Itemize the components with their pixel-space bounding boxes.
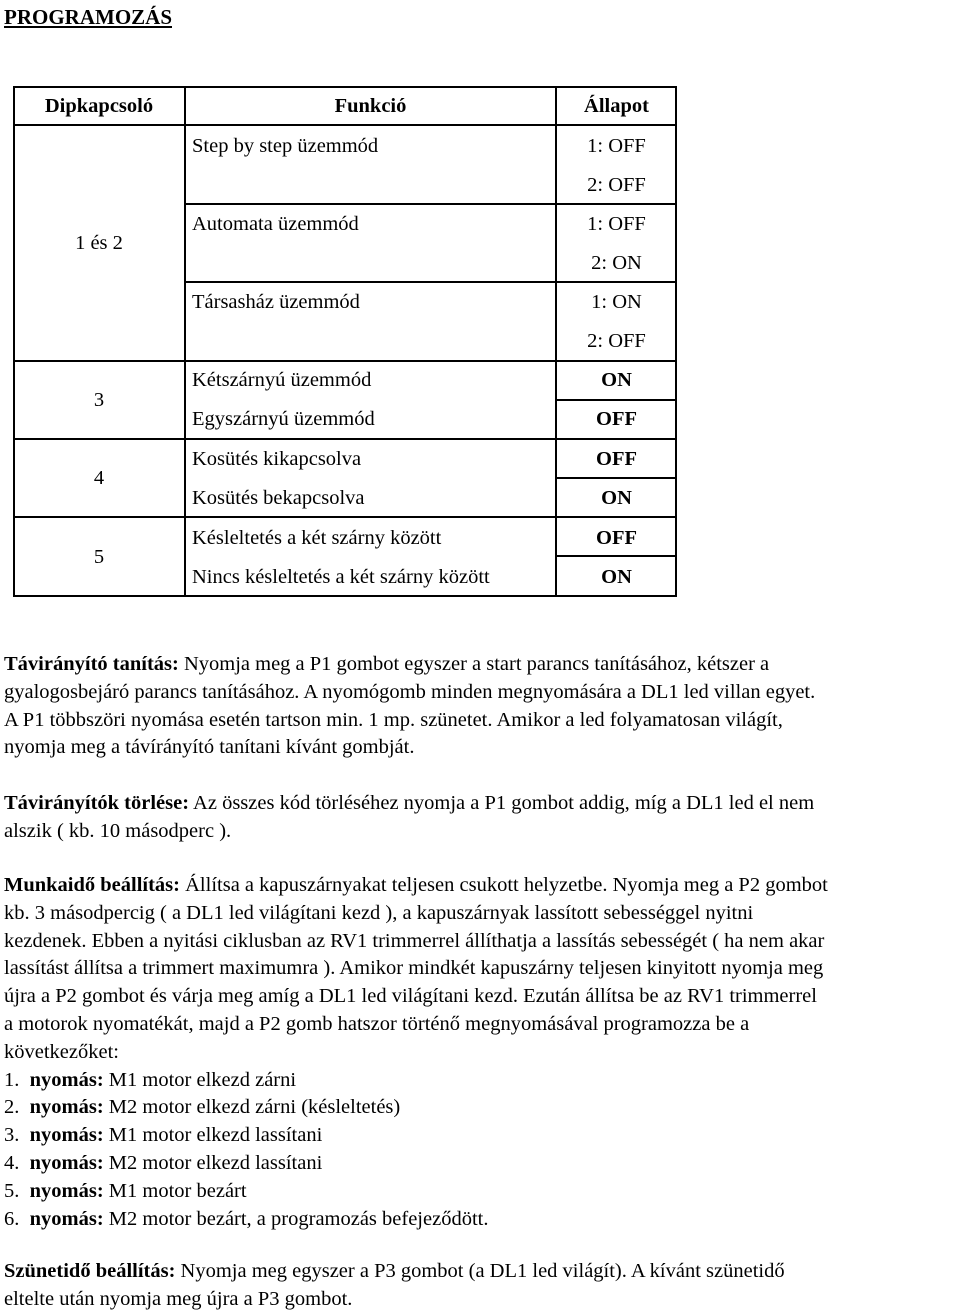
function-ketszarnyu: Kétszárnyú üzemmód — [192, 368, 372, 391]
section-pause-time — [4, 1258, 785, 1314]
step-item: 4. nyomás: M2 motor elkezd lassítani — [4, 1151, 323, 1174]
switch-3: 3 — [93, 388, 105, 411]
paragraph-line: Nyomja meg a P1 gombot egyszer a start parancs tanításához, kétszer a — [178, 653, 770, 675]
function-kosutes-ki: Kosütés kikapcsolva — [192, 447, 362, 470]
state-cell: 1: OFF — [587, 134, 646, 157]
state-cell: OFF — [596, 447, 637, 470]
paragraph-line: eltelte után nyomja meg újra a P3 gombot. — [4, 1287, 353, 1310]
function-tarsashaz: Társasház üzemmód — [192, 290, 360, 313]
state-cell: 1: ON — [591, 290, 642, 313]
state-cell: 2: ON — [591, 251, 642, 274]
paragraph-line: a motorok nyomatékát, majd a P2 gomb hatszor történő megnyomásával programozza be a — [4, 1012, 750, 1035]
paragraph-line: Az összes kód törléséhez nyomja a P1 gombot addig, míg a DL1 led el nem — [189, 792, 815, 814]
state-cell: 2: OFF — [587, 173, 646, 196]
state-cell: ON — [601, 565, 632, 588]
paragraph-line: kb. 3 másodpercig ( a DL1 led világítani kezd ), a kapuszárnyak lassított sebességgel nyitni — [4, 901, 754, 924]
paragraph-line: újra a P2 gombot és várja meg amíg a DL1 led világítani kezd. Ezután állítsa be az RV1 trimmerrel — [4, 985, 817, 1008]
section-label: Munkaidő beállítás: — [4, 874, 180, 896]
switch-1-2: 1 és 2 — [75, 231, 123, 254]
function-kesleltetes: Késleltetés a két szárny között — [192, 526, 442, 549]
switch-5: 5 — [93, 545, 105, 568]
function-step-by-step: Step by step üzemmód — [192, 134, 379, 157]
function-egyszarnyu: Egyszárnyú üzemmód — [192, 407, 375, 430]
paragraph-line: következőket: — [4, 1040, 119, 1063]
step-item: 6. nyomás: M2 motor bezárt, a programozás befejeződött. — [4, 1207, 489, 1230]
state-cell: OFF — [596, 407, 637, 430]
paragraph-line: gyalogosbejáró parancs tanításához. A nyomógomb minden megnyomására a DL1 led villan egyet. — [4, 680, 816, 703]
paragraph-line: alszik ( kb. 10 másodperc ). — [4, 819, 232, 842]
state-cell: OFF — [596, 526, 637, 549]
section-remote-learning — [4, 651, 815, 762]
paragraph-line: A P1 többszöri nyomása esetén tartson min. 1 mp. szünetet. Amikor a led folyamatosan világít, — [4, 708, 783, 731]
step-item: 5. nyomás: M1 motor bezárt — [4, 1179, 247, 1202]
paragraph-line: lassítást állítsa a trimmert maximumra ). Amikor mindkét kapuszárny teljesen kinyitott nyomja meg — [4, 957, 824, 980]
paragraph-line: kezdenek. Ebben a nyitási ciklusban az RV1 trimmerrel állíthatja a lassítás sebességét ( ha nem akar — [4, 929, 825, 952]
state-cell: 2: OFF — [587, 329, 646, 352]
paragraph-line: Nyomja meg egyszer a P3 gombot (a DL1 led világít). A kívánt szünetidő — [175, 1260, 785, 1282]
step-item: 3. nyomás: M1 motor elkezd lassítani — [4, 1124, 323, 1147]
section-label: Távirányító tanítás: — [4, 653, 179, 675]
paragraph-line: nyomja meg a távírányító tanítani kívánt gombját. — [4, 736, 415, 759]
function-nincs-kesleltetes: Nincs késleltetés a két szárny között — [192, 565, 490, 588]
step-item: 1. nyomás: M1 motor elkezd zárni — [4, 1068, 297, 1091]
state-cell: ON — [601, 486, 632, 509]
step-item: 2. nyomás: M2 motor elkezd zárni (késleltetés) — [4, 1096, 401, 1119]
section-label: Távirányítók törlése: — [4, 792, 190, 814]
paragraph-line: Állítsa a kapuszárnyakat teljesen csukott helyzetbe. Nyomja meg a P2 gombot — [180, 874, 828, 896]
header-allapot: Állapot — [584, 94, 649, 117]
section-remote-delete — [4, 790, 814, 846]
state-cell: ON — [601, 368, 632, 391]
function-kosutes-be: Kosütés bekapcsolva — [192, 486, 365, 509]
state-cell: 1: OFF — [587, 212, 646, 235]
function-automata: Automata üzemmód — [192, 212, 359, 235]
page-title: PROGRAMOZÁS — [4, 5, 172, 29]
section-label: Szünetidő beállítás: — [4, 1260, 176, 1282]
header-funkcio: Funkció — [334, 94, 407, 117]
switch-4: 4 — [93, 466, 105, 489]
section-work-time — [4, 872, 828, 1233]
header-dipkapcsolo: Dipkapcsoló — [44, 94, 154, 117]
